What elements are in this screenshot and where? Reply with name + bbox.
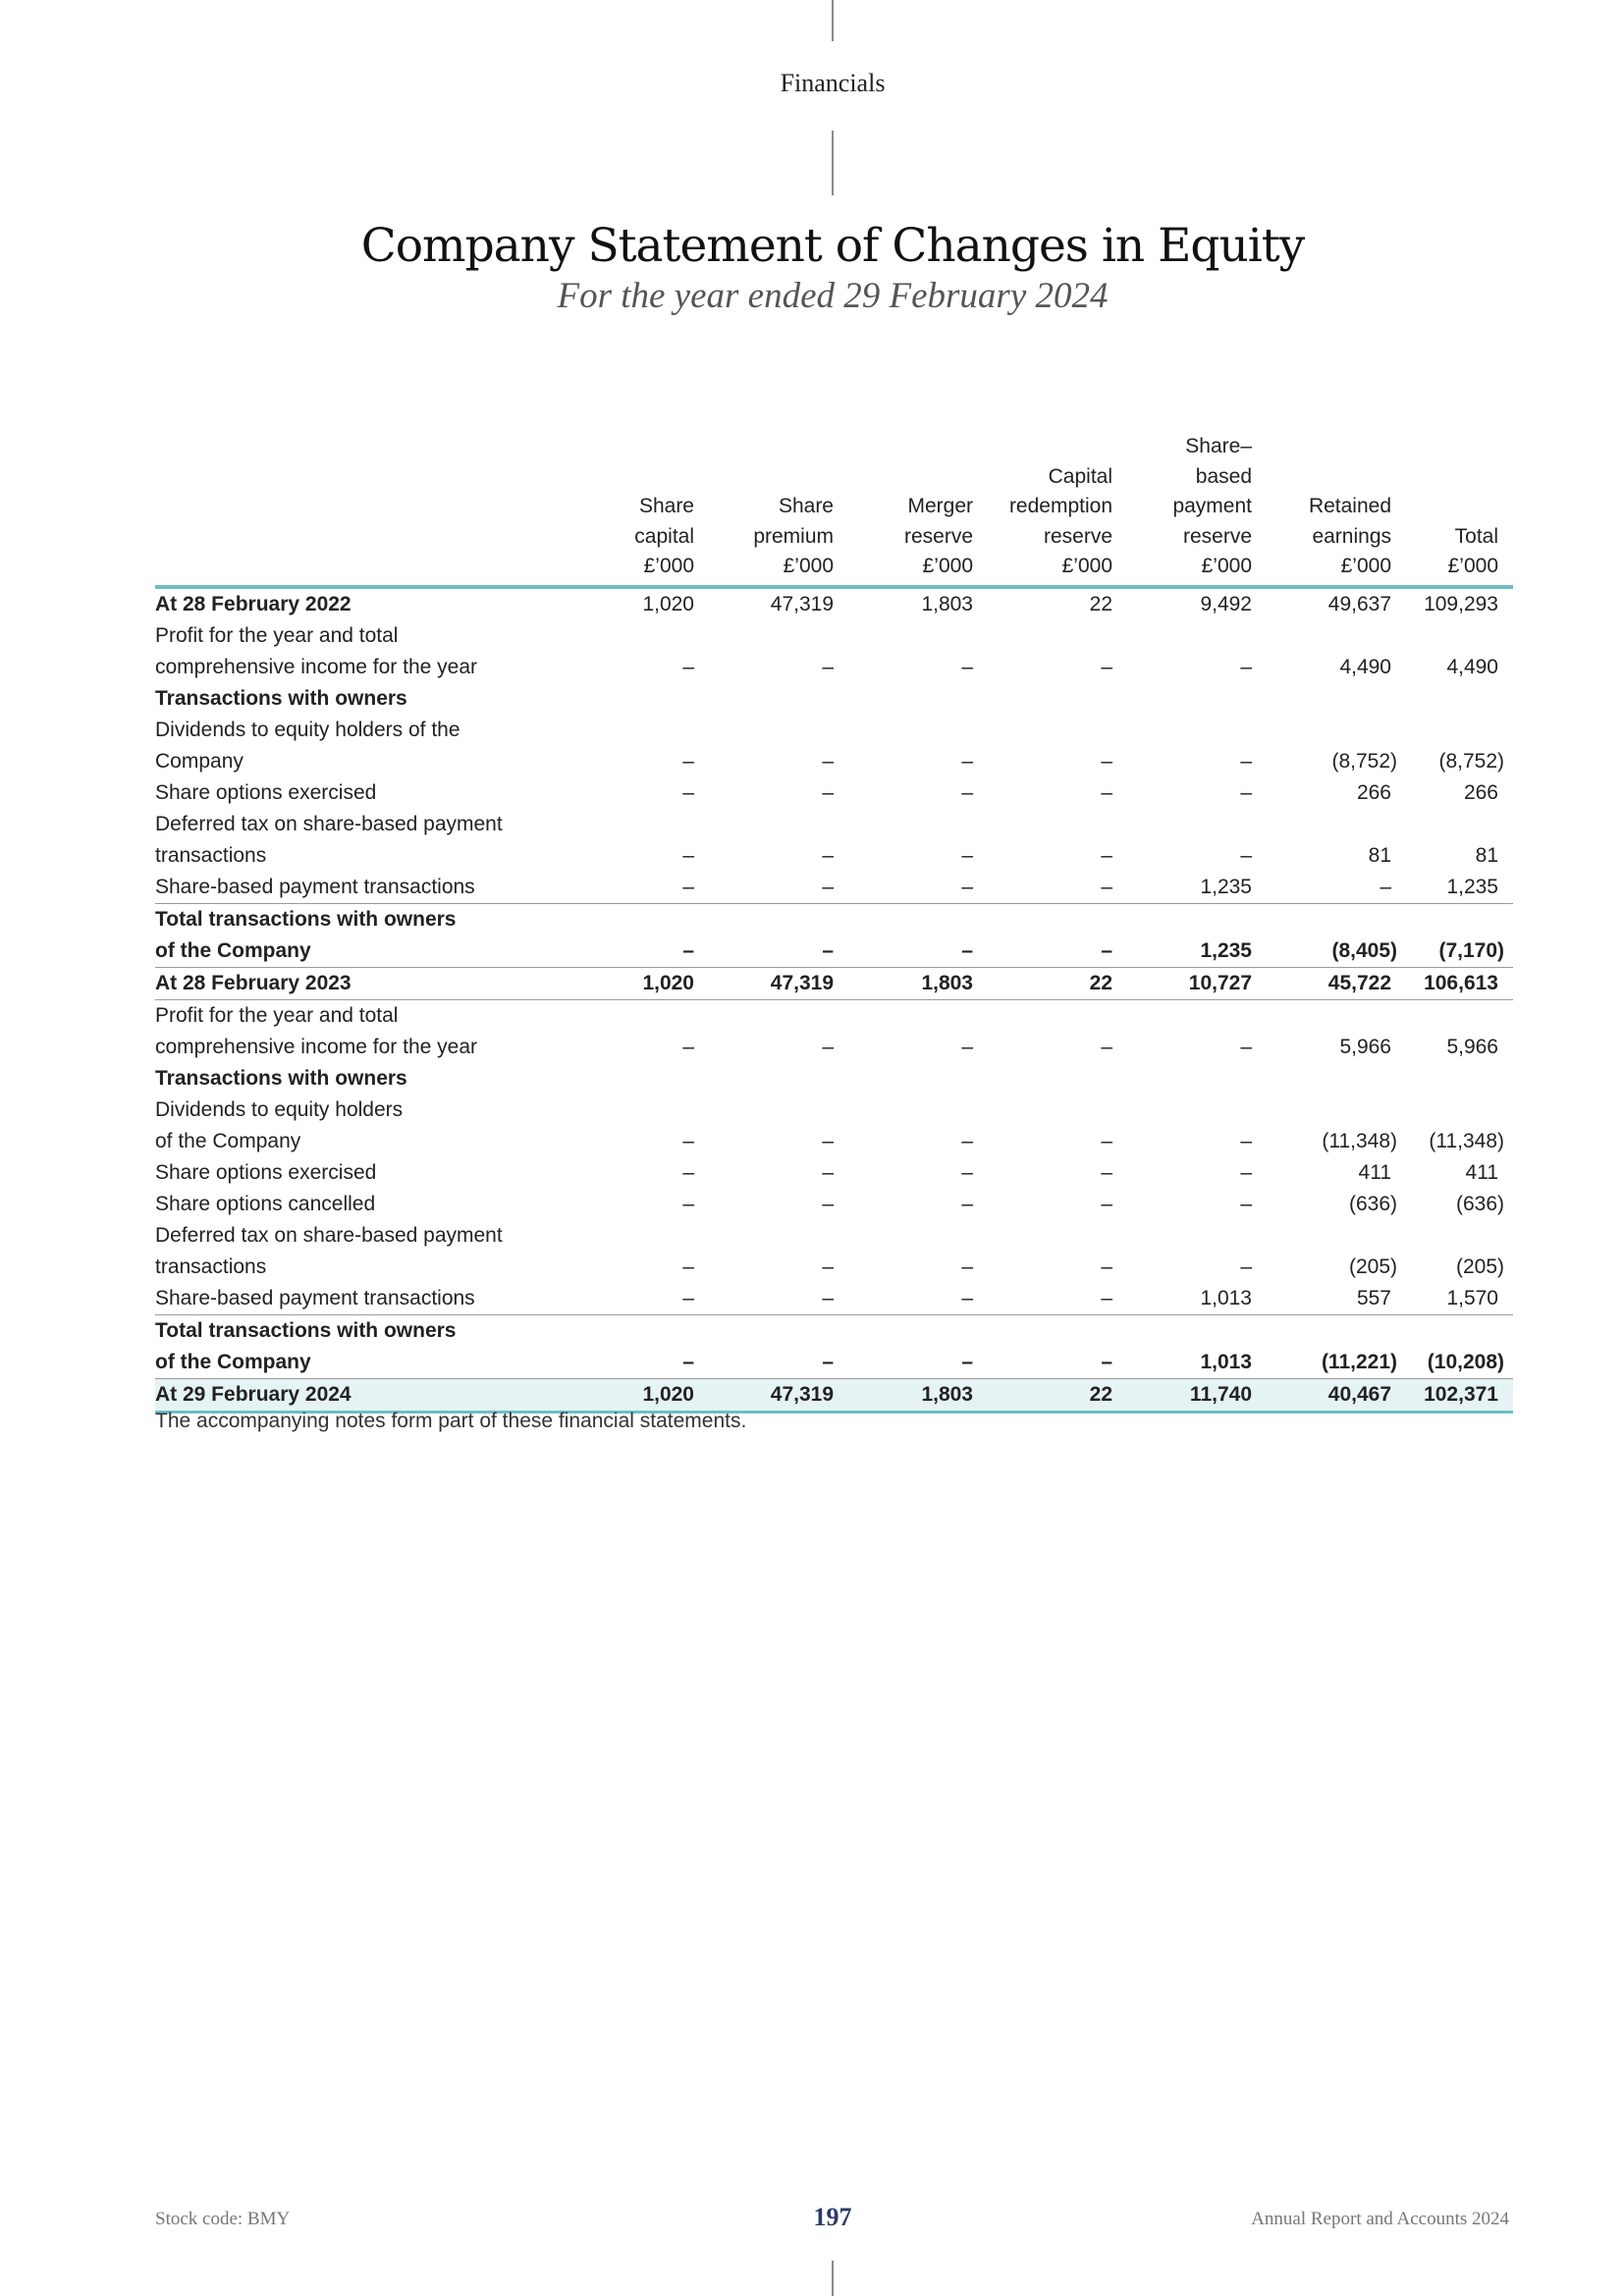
value-cell: – [702, 903, 841, 967]
value-cell: – [961, 749, 973, 773]
value-cell: – [563, 903, 702, 967]
footnote: The accompanying notes form part of these financial statements. [155, 1410, 747, 1432]
row-label [155, 620, 563, 683]
value-cell: – [822, 1192, 834, 1215]
value-cell [1260, 683, 1399, 715]
value-cell: – [682, 1286, 694, 1309]
row-label [155, 1283, 563, 1315]
value-cell: – [1101, 655, 1112, 678]
value-cell: – [1240, 780, 1252, 804]
value-cell: 81 [1368, 843, 1391, 867]
row-label-line: Total transactions with owners [155, 907, 457, 931]
value-cell: 102,371 [1399, 1378, 1513, 1412]
table-row [155, 1283, 1513, 1315]
value-cell: – [841, 1314, 981, 1378]
row-label-line: Share-based payment transactions [155, 875, 475, 898]
value-cell: – [961, 655, 973, 678]
value-cell: – [1101, 1192, 1112, 1215]
value-cell [563, 1063, 702, 1095]
row-label-line: Profit for the year and total [155, 623, 399, 647]
value-cell: – [1101, 780, 1112, 804]
column-header-line: Retained [1308, 495, 1391, 517]
value-cell [981, 683, 1120, 715]
row-label-line: At 28 February 2022 [155, 592, 352, 615]
value-cell: 47,319 [770, 592, 834, 615]
value-cell: – [1240, 1160, 1252, 1184]
row-label-line: Deferred tax on share-based payment [155, 1223, 503, 1247]
column-header [1260, 432, 1399, 587]
value-cell: (636) [1348, 1192, 1397, 1215]
column-header [702, 432, 841, 587]
table-header [155, 432, 1513, 587]
value-cell: 266 [1463, 780, 1498, 804]
table-row [155, 999, 1513, 1063]
row-label [155, 903, 563, 967]
row-label [155, 1063, 563, 1095]
value-cell: – [822, 875, 834, 898]
value-cell: 1,013 [1200, 1286, 1252, 1309]
table-row [155, 1095, 1513, 1157]
value-cell: – [981, 903, 1120, 967]
value-cell: 1,020 [642, 592, 694, 615]
value-cell: 1,235 [1120, 903, 1260, 967]
value-cell: – [981, 1314, 1120, 1378]
row-label-line: Total transactions with owners [155, 1318, 457, 1342]
column-header-line: £’000 [1201, 555, 1252, 577]
table-body [155, 587, 1513, 1413]
row-label-line: Share options cancelled [155, 1192, 376, 1215]
row-label-line: comprehensive income for the year [155, 655, 477, 678]
value-cell: – [961, 875, 973, 898]
page-subtitle: For the year ended 29 February 2024 [557, 276, 1109, 316]
value-cell: (636) [1455, 1192, 1504, 1215]
table-row [155, 1063, 1513, 1095]
bottom-divider-line [832, 2261, 834, 2296]
column-header-line: reserve [903, 524, 973, 548]
value-cell: (205) [1455, 1255, 1504, 1278]
value-cell: – [1240, 1255, 1252, 1278]
value-cell: – [961, 1286, 973, 1309]
value-cell: 1,803 [841, 967, 981, 999]
column-header [1399, 432, 1513, 587]
row-label-line: of the Company [155, 1350, 311, 1373]
column-header [981, 432, 1120, 587]
value-cell: – [1380, 875, 1391, 898]
value-cell: – [682, 1035, 694, 1058]
table-row [155, 1157, 1513, 1189]
value-cell: – [682, 780, 694, 804]
row-label [155, 999, 563, 1063]
column-header-line: redemption [1008, 495, 1112, 517]
value-cell: – [1101, 1035, 1112, 1058]
value-cell: – [961, 843, 973, 867]
table-row [155, 1378, 1513, 1412]
row-label-line: of the Company [155, 938, 311, 962]
header-label-cell [155, 432, 563, 587]
row-label [155, 683, 563, 715]
value-cell: 106,613 [1399, 967, 1513, 999]
column-header-line: £’000 [1061, 555, 1112, 577]
value-cell: – [961, 1160, 973, 1184]
value-cell: – [822, 1160, 834, 1184]
value-cell: 1,235 [1200, 875, 1252, 898]
value-cell: – [1240, 1192, 1252, 1215]
value-cell: – [1101, 1255, 1112, 1278]
row-label-line: of the Company [155, 1129, 301, 1152]
value-cell: (7,170) [1399, 903, 1513, 967]
value-cell: (205) [1348, 1255, 1397, 1278]
column-header-line: Share [778, 495, 834, 517]
column-header-line: capital [634, 524, 694, 548]
value-cell: – [1101, 1160, 1112, 1184]
value-cell: – [822, 655, 834, 678]
column-header-line: payment [1172, 495, 1252, 517]
table-row [155, 903, 1513, 967]
value-cell [702, 683, 841, 715]
row-label-line: Profit for the year and total [155, 1003, 399, 1027]
row-label-line: Dividends to equity holders of the [155, 718, 460, 741]
value-cell: 4,490 [1446, 655, 1498, 678]
value-cell: – [1240, 655, 1252, 678]
row-label [155, 1220, 563, 1283]
value-cell: – [822, 1035, 834, 1058]
value-cell: – [682, 875, 694, 898]
row-label [155, 1189, 563, 1220]
column-header-line: £’000 [783, 555, 834, 577]
column-header-line: Merger [907, 495, 973, 517]
column-header-line: reserve [1182, 524, 1252, 548]
row-label-line: Deferred tax on share-based payment [155, 812, 503, 835]
value-cell: 5,966 [1339, 1035, 1391, 1058]
row-label-line: Share options exercised [155, 780, 377, 804]
value-cell: (11,348) [1429, 1129, 1504, 1152]
value-cell: 4,490 [1339, 655, 1391, 678]
value-cell: 10,727 [1120, 967, 1260, 999]
table-row [155, 620, 1513, 683]
table-row [155, 967, 1513, 999]
table-row [155, 1189, 1513, 1220]
row-label-line: Transactions with owners [155, 1066, 407, 1090]
row-label-line: Dividends to equity holders [155, 1097, 404, 1121]
value-cell: – [682, 1192, 694, 1215]
table-row [155, 777, 1513, 809]
column-header-line: £’000 [1340, 555, 1391, 577]
page-title: Company Statement of Changes in Equity [360, 219, 1305, 273]
table-row [155, 683, 1513, 715]
table-row [155, 587, 1513, 620]
value-cell: – [682, 1160, 694, 1184]
row-label-line: Share options exercised [155, 1160, 377, 1184]
value-cell: – [822, 780, 834, 804]
column-header-line: based [1195, 464, 1252, 488]
value-cell: – [682, 1255, 694, 1278]
value-cell: – [682, 843, 694, 867]
column-header-line: £’000 [1447, 555, 1498, 577]
value-cell: 5,966 [1446, 1035, 1498, 1058]
column-header [1120, 432, 1260, 587]
value-cell [841, 683, 981, 715]
value-cell: 11,740 [1120, 1378, 1260, 1412]
value-cell: – [1101, 1286, 1112, 1309]
value-cell: – [563, 1314, 702, 1378]
value-cell: – [961, 1255, 973, 1278]
table-row [155, 872, 1513, 904]
value-cell [1120, 683, 1260, 715]
value-cell: – [822, 1286, 834, 1309]
row-label [155, 872, 563, 904]
row-label-line: Share-based payment transactions [155, 1286, 475, 1309]
footer-report-name: Annual Report and Accounts 2024 [1251, 2209, 1509, 2229]
value-cell: 22 [981, 1378, 1120, 1412]
table-row [155, 1314, 1513, 1378]
value-cell: 22 [1089, 592, 1112, 615]
value-cell: – [822, 749, 834, 773]
table-row [155, 809, 1513, 872]
value-cell: 411 [1465, 1160, 1498, 1184]
row-label [155, 1378, 563, 1412]
row-label-line: comprehensive income for the year [155, 1035, 477, 1058]
value-cell: 47,319 [702, 967, 841, 999]
column-header-line: Share– [1185, 435, 1252, 457]
footer-stock-code: Stock code: BMY [155, 2209, 291, 2229]
value-cell: 1,235 [1446, 875, 1498, 898]
value-cell: (8,752) [1331, 749, 1397, 773]
value-cell [841, 1063, 981, 1095]
row-label [155, 967, 563, 999]
value-cell: 9,492 [1200, 592, 1252, 615]
value-cell: 49,637 [1327, 592, 1391, 615]
row-label [155, 1095, 563, 1157]
top-divider-line [832, 0, 834, 41]
value-cell: 22 [981, 967, 1120, 999]
table-row [155, 1220, 1513, 1283]
value-cell: – [961, 1192, 973, 1215]
value-cell [981, 1063, 1120, 1095]
value-cell: (10,208) [1399, 1314, 1513, 1378]
row-label [155, 587, 563, 620]
value-cell: – [822, 1255, 834, 1278]
column-header-line: Total [1454, 524, 1498, 548]
value-cell: 411 [1358, 1160, 1391, 1184]
value-cell: – [822, 1129, 834, 1152]
column-header-line: Share [638, 495, 694, 517]
value-cell: 40,467 [1260, 1378, 1399, 1412]
value-cell: (11,348) [1322, 1129, 1397, 1152]
value-cell: – [822, 843, 834, 867]
value-cell: – [841, 903, 981, 967]
value-cell: – [1240, 749, 1252, 773]
row-label [155, 777, 563, 809]
value-cell: 45,722 [1260, 967, 1399, 999]
value-cell: 266 [1356, 780, 1391, 804]
value-cell: 1,803 [921, 592, 973, 615]
column-header [841, 432, 981, 587]
section-label: Financials [780, 69, 886, 97]
value-cell: – [1101, 843, 1112, 867]
row-label-line: Transactions with owners [155, 686, 407, 710]
value-cell: – [702, 1314, 841, 1378]
value-cell: – [961, 1035, 973, 1058]
column-header-line: premium [753, 524, 834, 548]
column-header-line: earnings [1312, 524, 1391, 548]
value-cell: – [961, 1129, 973, 1152]
value-cell: – [1101, 1129, 1112, 1152]
value-cell: (11,221) [1260, 1314, 1399, 1378]
value-cell: 81 [1475, 843, 1498, 867]
row-label-line: Company [155, 749, 244, 773]
value-cell [1399, 683, 1513, 715]
row-label [155, 1157, 563, 1189]
value-cell: 1,013 [1120, 1314, 1260, 1378]
row-label-line: At 29 February 2024 [155, 1382, 352, 1406]
value-cell: – [1101, 875, 1112, 898]
value-cell: – [682, 1129, 694, 1152]
value-cell: – [1240, 843, 1252, 867]
row-label [155, 809, 563, 872]
table-row [155, 715, 1513, 777]
column-header-line: £’000 [643, 555, 694, 577]
value-cell: 1,020 [563, 1378, 702, 1412]
page-number: 197 [813, 2203, 852, 2231]
value-cell [1120, 1063, 1260, 1095]
value-cell: – [1101, 749, 1112, 773]
column-header [563, 432, 702, 587]
value-cell: (8,752) [1438, 749, 1504, 773]
row-label [155, 1314, 563, 1378]
row-label-line: At 28 February 2023 [155, 971, 352, 994]
value-cell: 1,570 [1446, 1286, 1498, 1309]
column-header-line: £’000 [922, 555, 973, 577]
row-label-line: transactions [155, 1255, 267, 1278]
value-cell: (8,405) [1260, 903, 1399, 967]
value-cell: 557 [1356, 1286, 1391, 1309]
value-cell: 1,803 [841, 1378, 981, 1412]
value-cell: 47,319 [702, 1378, 841, 1412]
column-header-line: reserve [1043, 524, 1112, 548]
value-cell: – [682, 749, 694, 773]
equity-table [155, 432, 1513, 1414]
value-cell: – [961, 780, 973, 804]
row-label-line: transactions [155, 843, 267, 867]
value-cell: – [682, 655, 694, 678]
value-cell: 109,293 [1424, 592, 1498, 615]
column-header-line: Capital [1048, 464, 1112, 488]
title-divider-line [832, 131, 834, 195]
value-cell [563, 683, 702, 715]
value-cell [1399, 1063, 1513, 1095]
value-cell: – [1240, 1035, 1252, 1058]
row-label [155, 715, 563, 777]
value-cell: 1,020 [563, 967, 702, 999]
value-cell: – [1240, 1129, 1252, 1152]
value-cell [702, 1063, 841, 1095]
value-cell [1260, 1063, 1399, 1095]
